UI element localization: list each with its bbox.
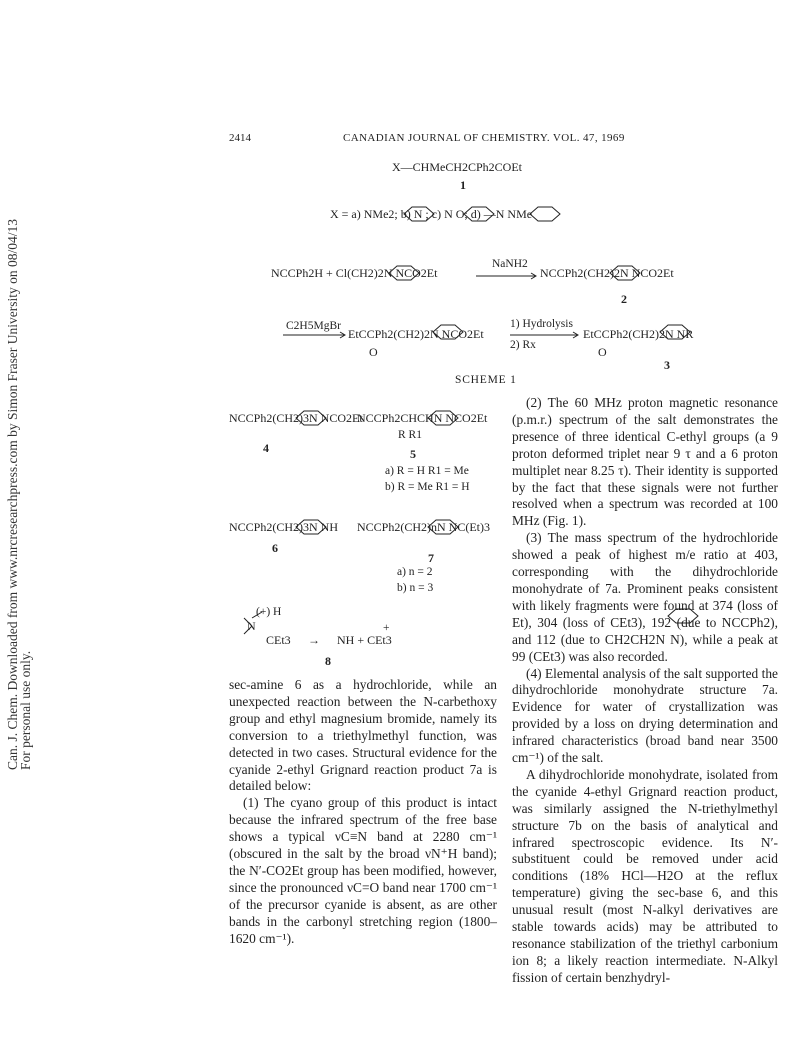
x-substituent-definitions: X = a) NMe2; b) N ; c) N O; d) —N NMe <box>330 207 533 221</box>
journal-title: CANADIAN JOURNAL OF CHEMISTRY. VOL. 47, 1969 <box>343 132 625 144</box>
right-paragraph-2: (3) The mass spectrum of the hydrochloride showed a peak of highest m/e ratio at 403, corresponding with the dihydrochloride monohydrate of 7a. Prominent peaks consistent with likely fragments were found at 374 (loss of Et), 304 (loss of CEt3), 192 (due to NCCPh2), and 112 (due to CH2CH2N N), while a peak at 99 (CEt3) was also recorded. <box>512 530 778 664</box>
watermark-line-2: For personal use only. <box>18 650 33 770</box>
reagent-sodium-amide: NaNH2 <box>492 258 528 270</box>
compound-2-formula: NCCPh2(CH2)2N NCO2Et <box>540 266 674 280</box>
structure-8-hydrogen: (+) H <box>256 606 282 618</box>
right-paragraph-4: A dihydrochloride monohydrate, isolated from the cyanide 4-ethyl Grignard reaction product, was similarly assigned the N-triethylmethyl structure 7b on the basis of analytical and infrared spectroscopic evidence. Its N′-substituent could be removed under acid conditions (18% HCl—H2O at the reflux temperature) giving the sec-base 6, and this unusual result (most N-alkyl derivatives are stable towards acids) may be attributed to resonance stabilization of the triethyl carbonium ion 8; a likely reaction intermediate. N-Alkyl fission of certain benzhydryl- <box>512 766 778 985</box>
intermediate-carbonyl-o: O <box>369 345 378 359</box>
structure-7: NCCPh2(CH2)nN NC(Et)3 <box>357 520 491 534</box>
left-text-column <box>229 677 497 948</box>
watermark-line-1: Can. J. Chem. Downloaded from www.nrcresearchpress.com by Simon Fraser University on 08/04/13 <box>5 218 20 770</box>
right-paragraph-3: (4) Elemental analysis of the salt supported the dihydrochloride monohydrate structure 7a. Evidence for water of crystallization was provided by a loss on drying determination and infrared characteristics (broad band near 3500 cm⁻¹) of the salt. <box>512 665 778 766</box>
structure-6: NCCPh2(CH2)3N NH <box>229 520 339 534</box>
structure-5-variant-b: b) R = Me R1 = H <box>385 481 470 493</box>
structure-7-variant-b: b) n = 3 <box>397 582 434 594</box>
structure-4: NCCPh2(CH2)3N NCO2Et <box>229 411 363 425</box>
left-paragraph-1: sec-amine 6 as a hydrochloride, while an unexpected reaction between the N-carbethoxy group and ethyl magnesium bromide, namely its conversion to a triethylmethyl function, was detected in two cases. Structural evidence for the cyanide 2-ethyl Grignard reaction product 7a is detailed below: <box>229 677 497 794</box>
ketone-intermediate: EtCCPh2(CH2)2N NCO2Et <box>348 327 484 341</box>
compound-3-carbonyl-o: O <box>598 345 607 359</box>
compound-1-number: 1 <box>460 178 466 192</box>
reagent-grignard: C2H5MgBr <box>286 320 341 332</box>
reaction-1-reactants: NCCPh2H + Cl(CH2)2N NCO2Et <box>271 266 438 280</box>
compound-1-formula: X—CHMeCH2CPh2COEt <box>392 160 523 174</box>
scheme-caption: SCHEME 1 <box>455 374 517 386</box>
page-number: 2414 <box>229 132 251 144</box>
structure-5: NCCPh2CHCHN NCO2Et <box>357 411 488 425</box>
compound-3-number: 3 <box>664 358 670 372</box>
structure-5-substituents: R R1 <box>398 429 422 441</box>
structure-6-number: 6 <box>272 541 278 555</box>
left-paragraph-2: (1) The cyano group of this product is intact because the infrared spectrum of the free base shows a typical νC≡N band at 2280 cm⁻¹ (obscured in the salt by the broad νN⁺H band); the N′-CO2Et group has been modified, however, since the pronounced νC=O band near 1700 cm⁻¹ of the precursor cyanide is absent, as are other bands in the carbonyl stretching region (1800–1620 cm⁻¹). <box>229 795 497 946</box>
structure-8-products: NH + CEt3 <box>337 633 392 647</box>
structure-5-number: 5 <box>410 447 416 461</box>
reagent-rx: 2) Rx <box>510 339 536 351</box>
right-text-column <box>512 395 778 987</box>
structure-7-number: 7 <box>428 551 434 565</box>
compound-2-number: 2 <box>621 292 627 306</box>
compound-3-formula: EtCCPh2(CH2)2N NR <box>583 327 694 341</box>
structure-8-number: 8 <box>325 654 331 668</box>
structure-8-nitrogen: N <box>247 619 256 633</box>
reagent-hydrolysis: 1) Hydrolysis <box>510 318 573 330</box>
structure-8-arrow: → <box>308 633 320 647</box>
structure-5-variant-a: a) R = H R1 = Me <box>385 465 469 477</box>
structure-4-number: 4 <box>263 441 269 455</box>
structure-7-variant-a: a) n = 2 <box>397 566 433 578</box>
structure-8-plus-charge: + <box>383 622 390 634</box>
right-paragraph-1: (2) The 60 MHz proton magnetic resonance (p.m.r.) spectrum of the salt demonstrates the presence of three identical C-ethyl groups (a 9 proton deformed triplet near 9 τ and a 6 proton multiplet near 8.25 τ). Their identity is supported by the fact that these signals were not further resolved when a spectrum was recorded at 100 MHz (Fig. 1). <box>512 395 778 529</box>
structure-8-cet3-left: CEt3 <box>266 633 291 647</box>
